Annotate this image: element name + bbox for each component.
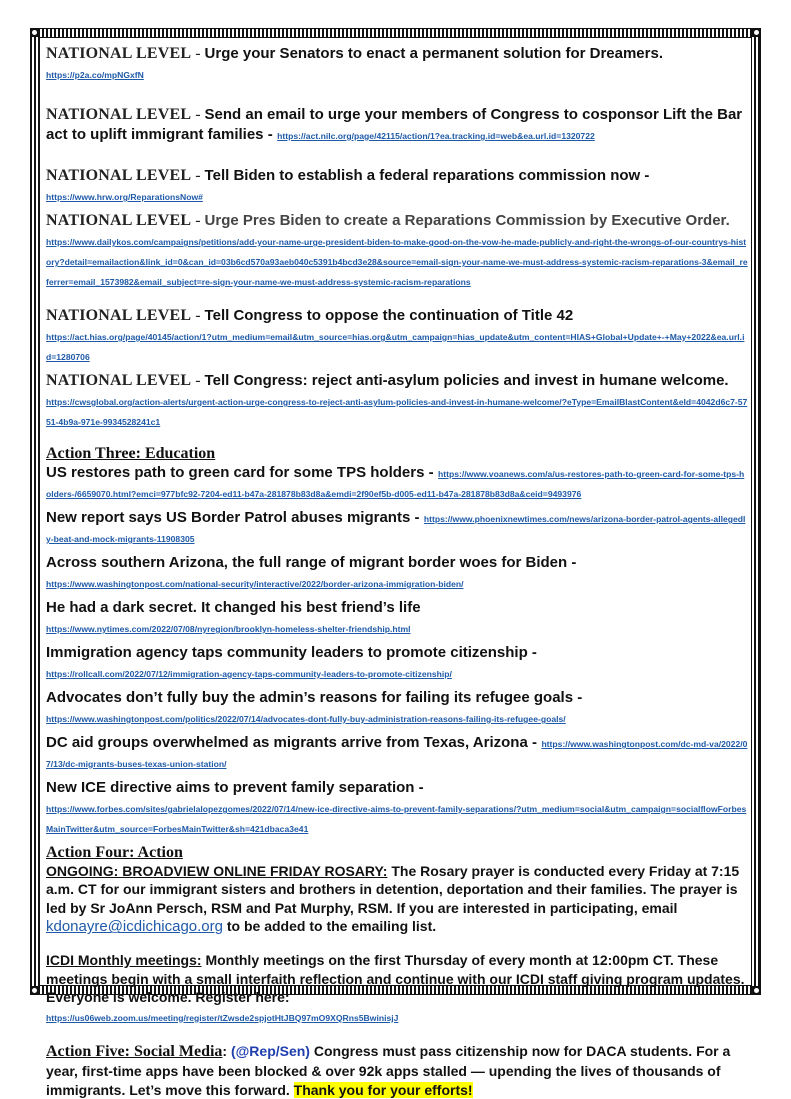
item-link[interactable]: https://www.forbes.com/sites/gabrielalopezgomes/2022/07/14/new-ice-directive-aims-to-prevent-family-separations/?utm_medium=social&utm_campaign=socialflowForbesMainTwitter&utm_source=ForbesMainTwitter&sh=421dbaca3e41 xyxy=(46,804,747,834)
item-heading: DC aid groups overwhelmed as migrants arrive from Texas, Arizona - xyxy=(46,734,537,751)
education-item xyxy=(46,778,748,838)
national-item: NATIONAL LEVEL - Tell Biden to establish a federal reparations commission now - https://www.hrw.org/ReparationsNow# xyxy=(46,167,650,202)
section-title-education: Action Three: Education xyxy=(46,445,216,462)
level-label: NATIONAL LEVEL xyxy=(46,307,192,324)
national-item: NATIONAL LEVEL - Tell Congress to oppose the continuation of Title 42 https://act.hias.org/page/40145/action/1?utm_medium=email&utm_source=hias.org&utm_campaign=hias_update&utm_content=HIAS+Global+Update+-+May+2022&ea.url.id=1280706 xyxy=(46,307,745,362)
level-label: NATIONAL LEVEL xyxy=(46,106,192,123)
level-label: NATIONAL LEVEL xyxy=(46,212,192,229)
meetings-heading: ICDI Monthly meetings: xyxy=(46,952,202,969)
item-link[interactable]: https://act.hias.org/page/40145/action/1?utm_medium=email&utm_source=hias.org&utm_campaign=hias_update&utm_content=HIAS+Global+Update+-+May+2022&ea.url.id=1280706 xyxy=(46,332,745,362)
item-heading: New ICE directive aims to prevent family separation - xyxy=(46,779,424,796)
item-link[interactable]: https://www.voanews.com/a/us-restores-path-to-green-card-for-some-tps-holders-/6659070.html?emci=977bfc92-7204-ed11-b47a-281878b83d8a&emdi=2f90ef5b-d005-ed11-b47a-281878b83d8a&ceid=9493976 xyxy=(46,469,745,499)
education-item xyxy=(46,463,748,503)
social-media-paragraph: Action Five: Social Media: (@Rep/Sen) Congress must pass citizenship now for DACA students. For a year, first-time apps have been blocked & over 92k apps stalled — upending the lives of thousands of immigrants. Let’s move this forward. Thank you for your efforts! xyxy=(46,1043,731,1098)
national-item: NATIONAL LEVEL - Urge your Senators to enact a permanent solution for Dreamers. https://p2a.co/mpNGxfN xyxy=(46,45,663,80)
item-heading: Advocates don’t fully buy the admin’s reasons for failing its refugee goals - xyxy=(46,689,583,706)
item-link[interactable]: https://www.washingtonpost.com/politics/2022/07/14/advocates-dont-fully-buy-administration-reasons-failing-its-refugee-goals/ xyxy=(46,714,566,724)
handle-tag: (@Rep/Sen) xyxy=(230,1043,310,1060)
border-corner xyxy=(752,986,761,995)
item-heading: Tell Congress to oppose the continuation of Title 42 xyxy=(204,307,574,324)
item-link[interactable]: https://rollcall.com/2022/07/12/immigration-agency-taps-community-leaders-to-promote-citizenship/ xyxy=(46,669,452,679)
item-link[interactable]: https://p2a.co/mpNGxfN xyxy=(46,70,144,80)
social-body: Congress must pass citizenship now for DACA students. For a year, first-time apps have been blocked & over 92k apps stalled — upending the lives of thousands of immigrants. Let’s move this forward. xyxy=(46,1043,731,1098)
national-item: NATIONAL LEVEL - Urge Pres Biden to create a Reparations Commission by Executive Order. https://www.dailykos.com/campaigns/petitions/add-your-name-urge-president-biden-to-make-good-on-the-vow-he-made-publicly-and-right-the-wrongs-of-our-countrys-history?detail=emailaction&link_id=0&can_id=03b6cd570a93aeb040c5391b4bcd3e28&source=email-sign-your-name-we-must-address-systemic-racism-reparations-3&email_referrer=email_1573982&email_subject=re-sign-your-name-we-must-address-systemic-racism-reparations xyxy=(46,212,748,287)
meetings-register-link[interactable]: https://us06web.zoom.us/meeting/register/tZwsde2spjotHtJBQ97mO9XQRns5BwinisjJ xyxy=(46,1012,399,1023)
meetings-body: Monthly meetings on the first Thursday of every month at 12:00pm CT. These meetings begin with a small interfaith reflection and continue with our ICDI staff giving program updates. Everyone is welcome. Register here: xyxy=(46,952,745,1006)
item-heading: Tell Congress: reject anti-asylum policies and invest in humane welcome. xyxy=(204,372,729,389)
item-link[interactable]: https://cwsglobal.org/action-alerts/urgent-action-urge-congress-to-reject-anti-asylum-policies-and-invest-in-humane-welcome/?eType=EmailBlastContent&eId=4042d6c7-5751-4b9a-971e-9934528241c1 xyxy=(46,397,748,427)
meetings-paragraph xyxy=(46,951,748,1025)
item-heading: He had a dark secret. It changed his best friend’s life xyxy=(46,599,421,616)
education-item xyxy=(46,733,748,773)
section-title-social: Action Five: Social Media xyxy=(46,1043,223,1061)
level-label: NATIONAL LEVEL xyxy=(46,45,192,62)
rosary-paragraph xyxy=(46,862,748,937)
national-item: NATIONAL LEVEL - Tell Congress: reject anti-asylum policies and invest in humane welcome. https://cwsglobal.org/action-alerts/urgent-action-urge-congress-to-reject-anti-asylum-policies-and-invest-in-humane-welcome/?eType=EmailBlastContent&eId=4042d6c7-5751-4b9a-971e-9934528241c1 xyxy=(46,372,748,427)
item-heading: New report says US Border Patrol abuses migrants - xyxy=(46,509,420,526)
item-link[interactable]: https://www.phoenixnewtimes.com/news/arizona-border-patrol-agents-allegedly-beat-and-mock-migrants-11908305 xyxy=(46,514,746,544)
national-item: NATIONAL LEVEL - Send an email to urge your members of Congress to cosponsor Lift the Bar act to uplift immigrant families - https://act.nilc.org/page/42115/action/1?ea.tracking.id=web&ea.url.id=1320722 xyxy=(46,106,743,143)
rosary-heading: ONGOING: BROADVIEW ONLINE FRIDAY ROSARY: xyxy=(46,863,388,879)
border-corner xyxy=(752,28,761,37)
item-heading: Immigration agency taps community leaders to promote citizenship - xyxy=(46,644,537,661)
item-link[interactable]: https://www.dailykos.com/campaigns/petitions/add-your-name-urge-president-biden-to-make-good-on-the-vow-he-made-publicly-and-right-the-wrongs-of-our-countrys-history?detail=emailaction&link_id=0&can_id=03b6cd570a93aeb040c5391b4bcd3e28&source=email-sign-your-name-we-must-address-systemic-racism-reparations-3&email_referrer=email_1573982&email_subject=re-sign-your-name-we-must-address-systemic-racism-reparations xyxy=(46,237,748,287)
thanks-highlight: Thank you for your efforts! xyxy=(293,1081,473,1098)
education-item xyxy=(46,643,748,683)
item-link[interactable]: https://act.nilc.org/page/42115/action/1?ea.tracking.id=web&ea.url.id=1320722 xyxy=(277,131,595,141)
item-heading: Send an email to urge your members of Congress to cosponsor Lift the Bar act to uplift immigrant families - xyxy=(46,106,743,143)
education-item xyxy=(46,508,748,548)
education-item xyxy=(46,598,748,638)
border-corner xyxy=(30,28,39,37)
education-item xyxy=(46,553,748,593)
border-corner xyxy=(30,986,39,995)
item-link[interactable]: https://www.washingtonpost.com/dc-md-va/2022/07/13/dc-migrants-buses-texas-union-station/ xyxy=(46,739,748,769)
document-content xyxy=(46,44,748,1099)
item-heading: US restores path to green card for some TPS holders - xyxy=(46,464,434,481)
item-link[interactable]: https://www.washingtonpost.com/national-security/interactive/2022/border-arizona-immigration-biden/ xyxy=(46,579,464,589)
rosary-body: The Rosary prayer is conducted every Friday at 7:15 a.m. CT for our immigrant sisters and brothers in detention, deportation and their families. The prayer is led by Sr JoAnn Persch, RSM and Pat Murphy, RSM. If you are interested in participating, email xyxy=(46,863,740,916)
item-heading: Tell Biden to establish a federal reparations commission now - xyxy=(204,167,650,184)
item-heading: Urge your Senators to enact a permanent solution for Dreamers. xyxy=(204,45,663,62)
item-link[interactable]: https://www.hrw.org/ReparationsNow# xyxy=(46,192,203,202)
item-heading: Across southern Arizona, the full range of migrant border woes for Biden - xyxy=(46,554,577,571)
item-heading: Urge Pres Biden to create a Reparations Commission by Executive Order. xyxy=(204,212,730,229)
section-title-action: Action Four: Action xyxy=(46,844,183,861)
rosary-email-link[interactable]: kdonayre@icdichicago.org xyxy=(46,918,223,936)
level-label: NATIONAL LEVEL xyxy=(46,372,192,389)
level-label: NATIONAL LEVEL xyxy=(46,167,192,184)
education-item xyxy=(46,688,748,728)
item-link[interactable]: https://www.nytimes.com/2022/07/08/nyregion/brooklyn-homeless-shelter-friendship.html xyxy=(46,624,411,634)
rosary-tail: to be added to the emailing list. xyxy=(223,918,437,935)
